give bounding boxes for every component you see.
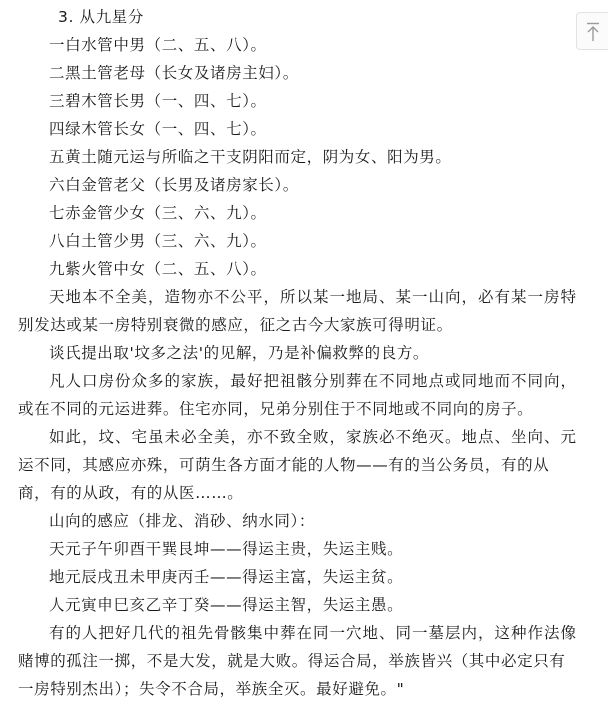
arrow-up-icon [585, 22, 601, 42]
mountain-heading: 山向的感应（排龙、消砂、纳水同）： [49, 512, 315, 530]
paragraph-line: 天地本不全美，造物亦不公平，所以某一地局、某一山向，必有某一房特 [49, 288, 578, 306]
star-item: 一白水管中男（二、五、八）。 [49, 36, 267, 54]
paragraph-line: 谈氏提出取'坟多之法'的见解，乃是补偏救弊的良方。 [49, 344, 430, 362]
paragraph-line: 商，有的从政，有的从医……。 [18, 484, 244, 502]
star-item: 六白金管老父（长男及诸房家长）。 [49, 176, 299, 194]
star-item: 三碧木管长男（一、四、七）。 [49, 92, 267, 110]
paragraph-line: 有的人把好几代的祖先骨骸集中葬在同一穴地、同一墓层内，这种作法像 [49, 624, 578, 642]
mountain-item: 人元寅申巳亥乙辛丁癸——得运主智，失运主愚。 [49, 596, 404, 614]
star-item: 四绿木管长女（一、四、七）。 [49, 120, 267, 138]
mountain-item: 天元子午卯酉干巽艮坤——得运主贵，失运主贱。 [49, 540, 404, 558]
paragraph-line: 赌博的孤注一掷，不是大发，就是大败。得运合局，举族皆兴（其中必定只有 [18, 652, 566, 670]
paragraph-line: 一房特别杰出）；失令不合局，举族全灭。最好避免。" [18, 680, 405, 698]
paragraph-line: 别发达或某一房特别衰微的感应，征之古今大家族可得明证。 [18, 316, 453, 334]
star-item: 七赤金管少女（三、六、九）。 [49, 204, 267, 222]
section-heading: 3. 从九星分 [58, 8, 144, 26]
paragraph-line: 或在不同的元运进葬。住宅亦同，兄弟分别住于不同地或不同向的房子。 [18, 400, 534, 418]
mountain-item: 地元辰戌丑未甲庚丙壬——得运主富，失运主贫。 [49, 568, 404, 586]
back-to-top-button[interactable] [576, 12, 608, 50]
paragraph-line: 凡人口房份众多的家族，最好把祖骸分别葬在不同地点或同地而不同向， [49, 372, 578, 390]
star-item: 五黄土随元运与所临之干支阴阳而定，阴为女、阳为男。 [49, 148, 452, 166]
star-item: 九紫火管中女（二、五、八）。 [49, 260, 267, 278]
star-item: 二黑土管老母（长女及诸房主妇）。 [49, 64, 299, 82]
paragraph-line: 运不同，其感应亦殊，可荫生各方面才能的人物——有的当公务员，有的从 [18, 456, 550, 474]
paragraph-line: 如此，坟、宅虽未必全美，亦不致全败，家族必不绝灭。地点、坐向、元 [49, 428, 578, 446]
star-item: 八白土管少男（三、六、九）。 [49, 232, 267, 250]
